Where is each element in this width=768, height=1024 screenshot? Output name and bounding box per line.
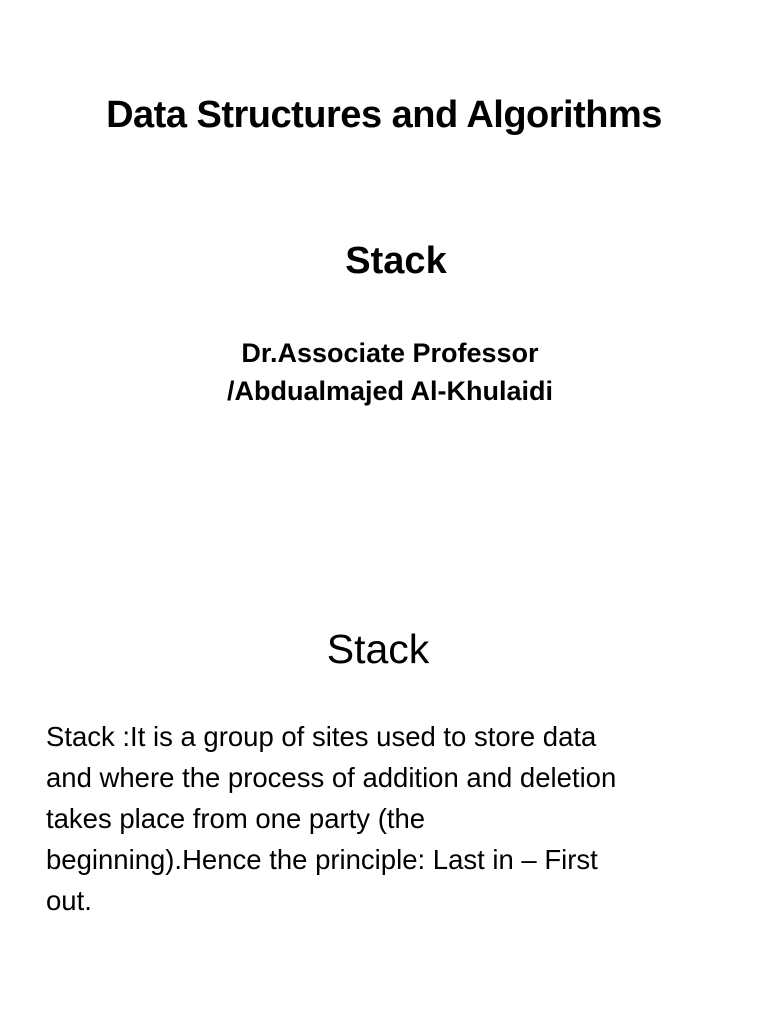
author-block	[0, 334, 768, 410]
body-line: Stack :It is a group of sites used to store data	[46, 721, 597, 752]
body-line: beginning).Hence the principle: Last in – First	[46, 844, 598, 875]
body-line: and where the process of addition and deletion	[46, 762, 617, 793]
document-title: Data Structures and Algorithms	[106, 94, 662, 136]
content-slide	[0, 512, 768, 1024]
author-line: /Abdualmajed Al-Khulaidi	[226, 376, 554, 406]
slide-title: Stack	[326, 626, 430, 672]
body-line: out.	[46, 885, 92, 916]
author-line: Dr.Associate Professor	[241, 338, 539, 368]
body-line: takes place from one party (the	[46, 803, 426, 834]
slide-body	[46, 716, 726, 921]
document-subtitle: Stack	[345, 240, 447, 282]
